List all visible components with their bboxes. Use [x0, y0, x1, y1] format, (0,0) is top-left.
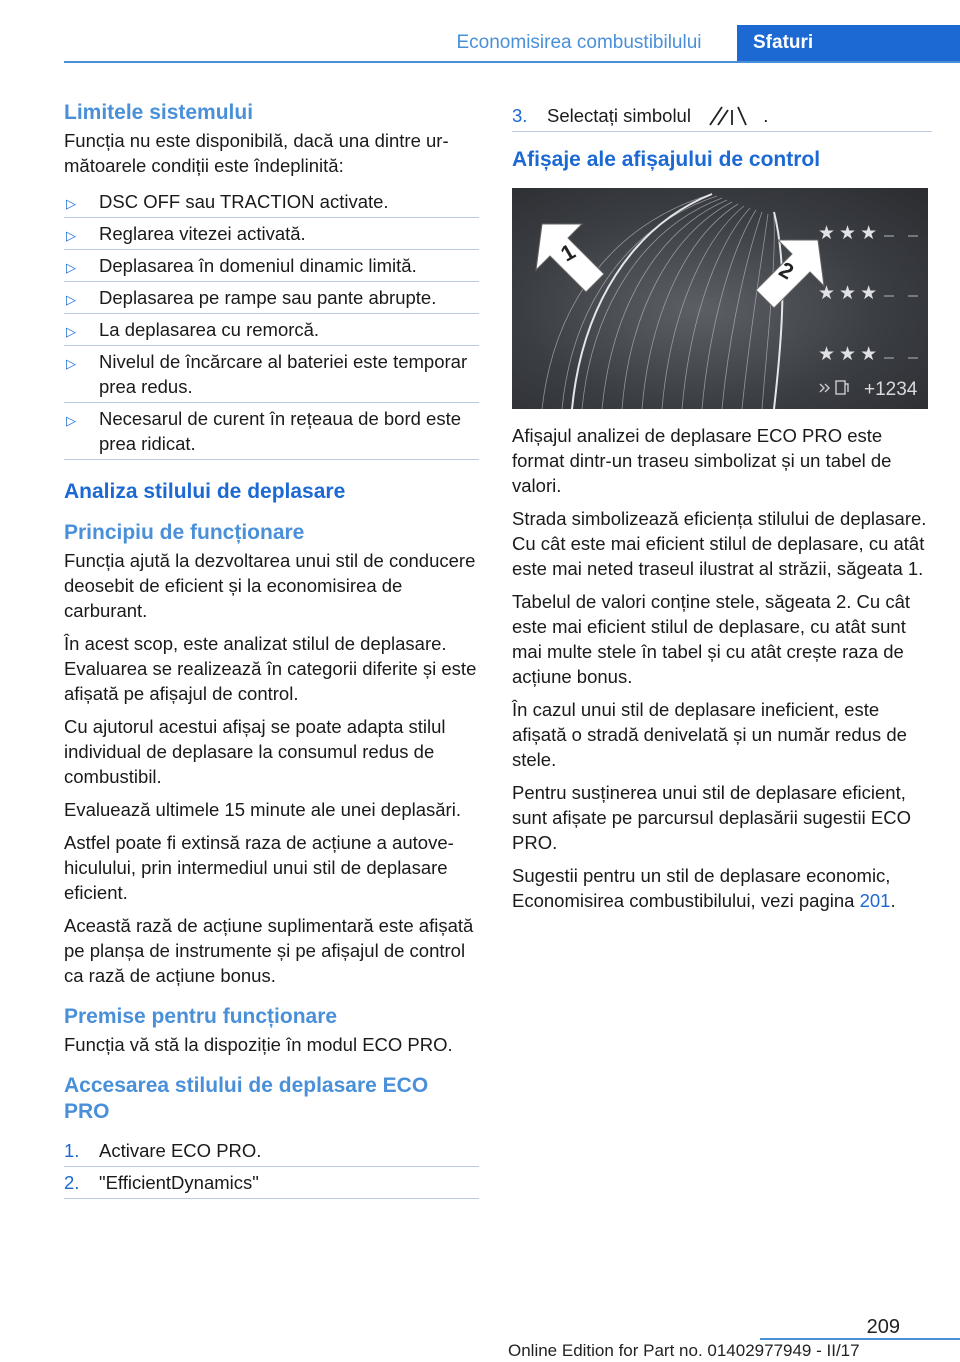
header-rule [64, 61, 960, 63]
right-column [512, 100, 932, 921]
list-item [64, 1135, 479, 1167]
paragraph: Această rază de acțiune suplimentară este afișată pe planșa de instrumente și pe afișajul de control ca rază de acțiune bonus. [64, 915, 474, 986]
header-section-title: Economisirea combustibilului [456, 32, 702, 53]
triangle-bullet-icon: ▷ [66, 196, 76, 211]
paragraph: În acest scop, este analizat stilul de deplasare. Evaluarea se realizează în categorii diferite și este afișată pe afișajul de control. [64, 633, 477, 704]
access-heading: Accesarea stilului de deplasare ECO PRO [64, 1074, 429, 1123]
footer-edition: Online Edition for Part no. 01402977949 - II/17 [508, 1341, 860, 1360]
limits-list-item [64, 250, 479, 282]
limits-list-item [64, 314, 479, 346]
page-link[interactable]: 201 [859, 890, 891, 911]
bonus-range-value: +1234 [864, 379, 918, 400]
limits-list-item [64, 403, 479, 460]
limits-intro: Funcția nu este disponibilă, dacă una dintre următoarele condiții este îndeplinită: [64, 130, 449, 176]
reference-text: Sugestii pentru un stil de deplasare economic, Economisirea combustibilului, vezi pagina [512, 865, 891, 911]
left-column [64, 100, 479, 1209]
star-rating: ★★★ [818, 344, 882, 365]
list-item-text: DSC OFF sau TRACTION activate. [99, 191, 389, 212]
paragraph: În cazul unui stil de deplasare ineficient, este afișată o stradă denivelată și un număr redus de stele. [512, 699, 907, 770]
principle-text [64, 548, 479, 988]
display-heading: Afișaje ale afișajului de control [512, 148, 821, 171]
fuel-pump-icon [820, 381, 848, 394]
access-steps [64, 1135, 479, 1199]
step-number: 2. [64, 1172, 80, 1193]
arrow-1-label: 1 [556, 238, 580, 267]
paragraph: Afișajul analizei de deplasare ECO PRO este format dintr-un traseu simbolizat și un tabel de valori. [512, 425, 892, 496]
limits-list-item [64, 346, 479, 403]
step-end: . [763, 105, 769, 126]
list-item-text: Reglarea vitezei activată. [99, 223, 306, 244]
footer-rule [760, 1338, 960, 1340]
list-item-text: Nivelul de încărcare al bateriei este temporar prea redus. [99, 351, 468, 397]
analysis-heading: Analiza stilului de deplasare [64, 480, 346, 503]
step-number: 3. [512, 105, 528, 126]
triangle-bullet-icon: ▷ [66, 413, 76, 428]
triangle-bullet-icon: ▷ [66, 260, 76, 275]
paragraph: Evaluează ultimele 15 minute ale unei deplasări. [64, 799, 461, 820]
eco-pro-display-image [512, 188, 928, 409]
paragraph: Strada simbolizează eficiența stilului de deplasare. Cu cât este mai eficient stilul de deplasare, cu atât este mai neted traseul ilustrat al străzii, săgeata 1. [512, 508, 927, 579]
arrow-2-label: 2 [774, 256, 798, 285]
limits-heading: Limitele sistemului [64, 101, 254, 124]
limits-list [64, 186, 479, 460]
premise-heading: Premise pentru funcționare [64, 1005, 338, 1028]
step-text: Activare ECO PRO. [99, 1140, 262, 1161]
triangle-bullet-icon: ▷ [66, 356, 76, 371]
list-item [512, 100, 932, 132]
list-item-text: Necesarul de curent în rețeaua de bord este prea ridicat. [99, 408, 462, 454]
triangle-bullet-icon: ▷ [66, 292, 76, 307]
step-number: 1. [64, 1140, 80, 1161]
paragraph: Cu ajutorul acestui afișaj se poate adapta stilul individual de deplasare la consumul redus de combustibil. [64, 716, 446, 787]
limits-list-item [64, 282, 479, 314]
star-rating: ★★★ [818, 223, 882, 244]
triangle-bullet-icon: ▷ [66, 324, 76, 339]
paragraph: Funcția ajută la dezvoltarea unui stil de conducere deosebit de eficient și la economisirea de carburant. [64, 550, 476, 621]
limits-list-item [64, 186, 479, 218]
principle-heading: Principiu de funcționare [64, 521, 305, 544]
page-number: 209 [866, 1316, 900, 1338]
list-item-text: Deplasarea în domeniul dinamic limită. [99, 255, 417, 276]
triangle-bullet-icon: ▷ [66, 228, 76, 243]
list-item-text: Deplasarea pe rampe sau pante abrupte. [99, 287, 437, 308]
limits-list-item [64, 218, 479, 250]
step-text: "EfficientDynamics" [99, 1172, 259, 1193]
access-steps-continued [512, 100, 932, 132]
step-text: Selectați simbolul [547, 105, 691, 126]
road-lanes-icon [708, 104, 748, 126]
display-text [512, 423, 932, 855]
reference-end: . [890, 890, 896, 911]
cross-reference [512, 863, 932, 913]
header-tab-sfaturi: Sfaturi [737, 25, 960, 61]
premise-text: Funcția vă stă la dispoziție în modul ECO PRO. [64, 1034, 453, 1055]
star-rating: ★★★ [818, 283, 882, 304]
paragraph: Pentru susținerea unui stil de deplasare eficient, sunt afișate pe parcursul deplasării sugestii ECO PRO. [512, 782, 911, 853]
paragraph: Astfel poate fi extinsă raza de acțiune a autovehiculului, prin intermediul unui stil de deplasare eficient. [64, 832, 454, 903]
paragraph: Tabelul de valori conține stele, săgeata 2. Cu cât este mai eficient stilul de deplasare, cu atât sunt mai multe stele în tabel și cu atât crește raza de acțiune bonus. [512, 591, 910, 687]
list-item-text: La deplasarea cu remorcă. [99, 319, 320, 340]
list-item [64, 1167, 479, 1199]
